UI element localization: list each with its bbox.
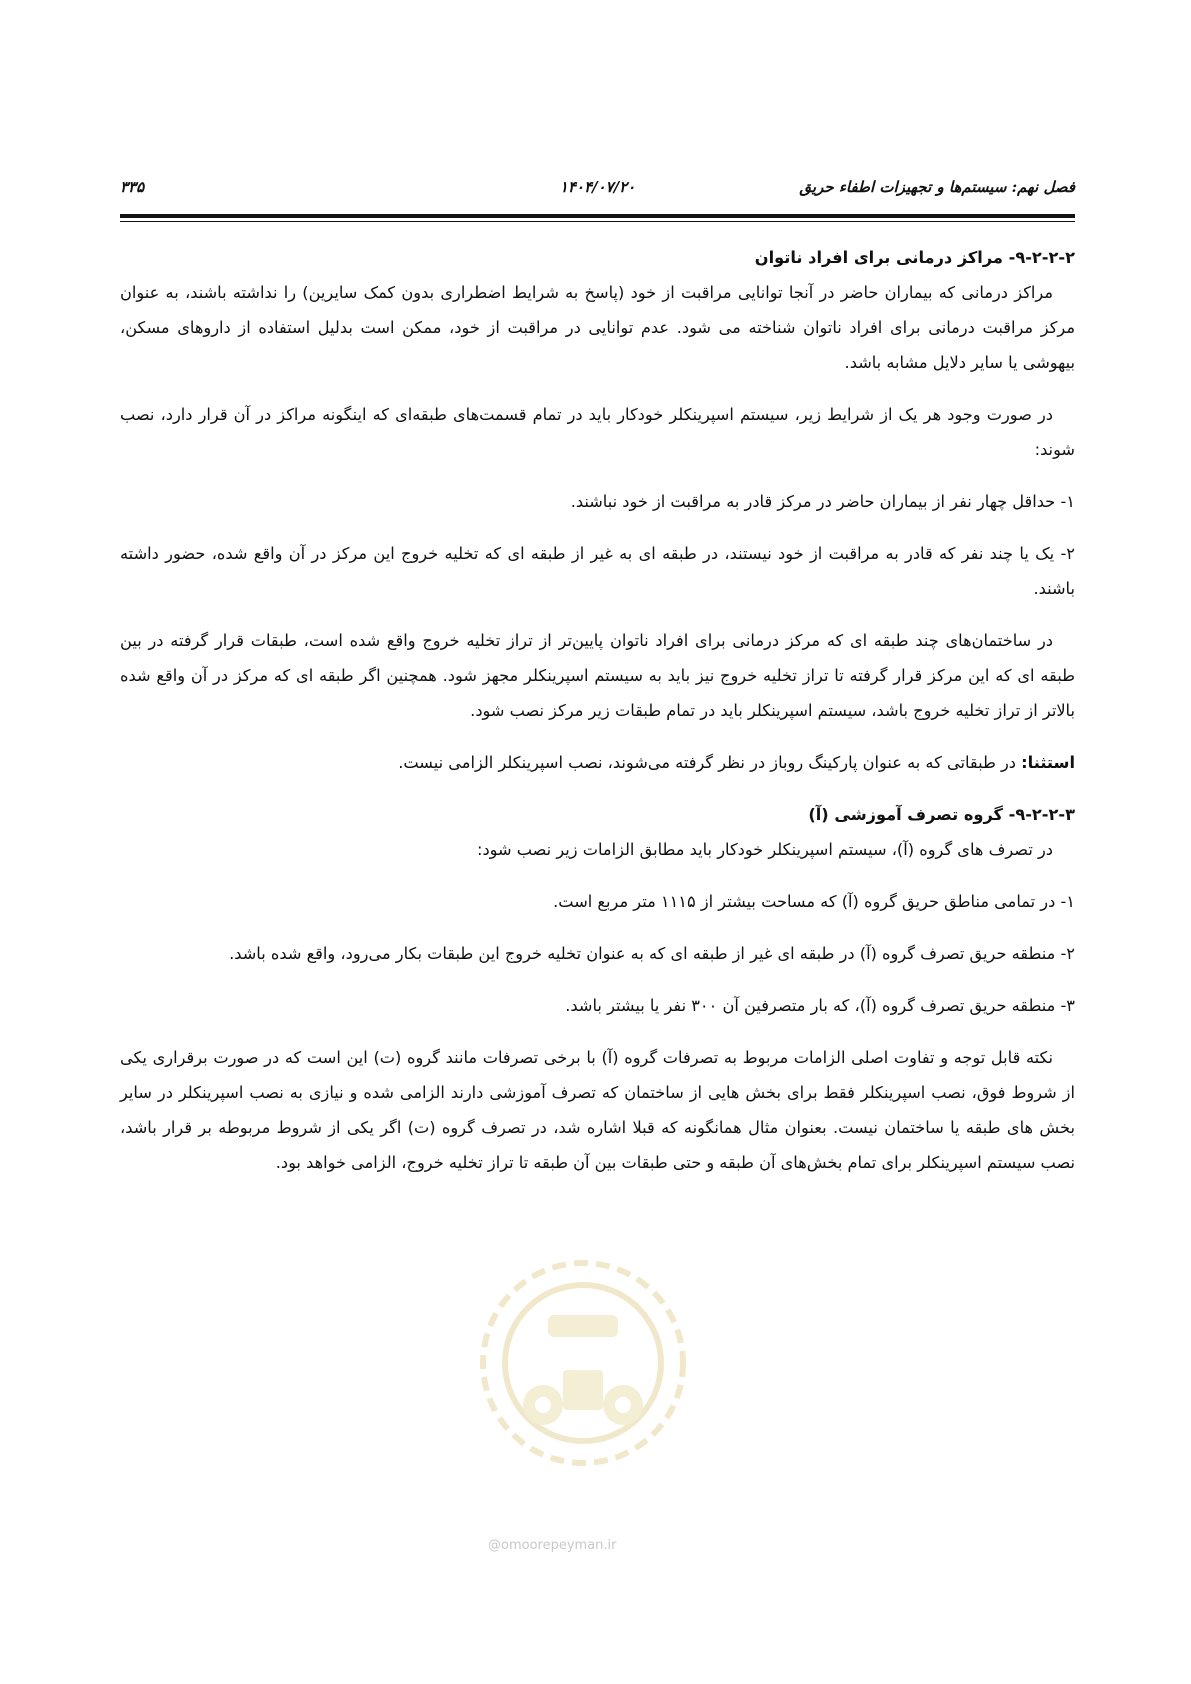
page-number: ۳۳۵	[120, 178, 145, 196]
section-heading-disabled-care: ۹-۲-۲-۲- مراکز درمانی برای افراد ناتوان	[754, 248, 1075, 267]
header-rule-thick	[120, 214, 1075, 218]
list-item: ۲- یک یا چند نفر که قادر به مراقبت از خود نیستند، در طبقه ای به غیر از طبقه ای که تخلیه خروج این مرکز در آن واقع شده، حضور داشته باشند.	[120, 544, 1075, 598]
list-item: ۱- در تمامی مناطق حریق گروه (آ) که مساحت بیشتر از ۱۱۱۵ متر مربع است.	[553, 892, 1075, 911]
list-item: ۳- منطقه حریق تصرف گروه (آ)، که بار متصرفین آن ۳۰۰ نفر یا بیشتر باشد.	[565, 996, 1075, 1015]
exception-label: استثنا:	[1021, 753, 1075, 772]
paragraph: در ساختمان‌های چند طبقه ای که مرکز درمانی برای افراد ناتوان پایین‌تر از تراز تخلیه خروج واقع شده است، طبقات قرار گرفته در بین طبقه ای که این مرکز قرار گرفته تا تراز تخلیه خروج نیز باید به سیستم اسپرینکلر مجهز شود. همچنین اگر طبقه ای که مرکز در آن واقع شده بالاتر از تراز تخلیه خروج باشد، سیستم اسپرینکلر باید در تمام طبقات زیر مرکز نصب شود.	[120, 631, 1075, 720]
paragraph: نکته قابل توجه و تفاوت اصلی الزامات مربوط به تصرفات گروه (آ) با برخی تصرفات مانند گروه (ت) این است که در صورت برقراری یکی از شروط فوق، نصب اسپرینکلر فقط برای بخش هایی از ساختمان که تصرف آموزشی دارند الزامی شده و نیازی به نصب اسپرینکلر در سایر بخش های طبقه یا ساختمان نیست. بعنوان مثال همانگونه که قبلا اشاره شد، در تصرف گروه (ت) اگر یکی از شروط مربوطه بر قرار باشد، نصب سیستم اسپرینکلر برای تمام بخش‌های آن طبقه و حتی طبقات بین آن طبقه تا تراز تخلیه خروج، الزامی خواهد بود.	[120, 1048, 1075, 1172]
header-date: ۱۴۰۴/۰۷/۲۰	[559, 178, 636, 196]
paragraph: در تصرف های گروه (آ)، سیستم اسپرینکلر خودکار باید مطابق الزامات زیر نصب شود:	[477, 840, 1053, 859]
list-item: ۲- منطقه حریق تصرف گروه (آ) در طبقه ای غیر از طبقه ای که به عنوان تخلیه خروج این طبقات بکار می‌رود، واقع شده باشد.	[229, 944, 1075, 963]
paragraph: در صورت وجود هر یک از شرایط زیر، سیستم اسپرینکلر خودکار باید در تمام قسمت‌های طبقه‌ای که اینگونه مراکز در آن قرار دارد، نصب شوند:	[120, 405, 1075, 459]
section-heading-educational: ۹-۲-۲-۳- گروه تصرف آموزشی (آ)	[808, 805, 1075, 824]
header-rule-thin	[120, 221, 1075, 222]
list-item: ۱- حداقل چهار نفر از بیماران حاضر در مرکز قادر به مراقبت از خود نباشند.	[570, 492, 1075, 511]
exception-text: در طبقاتی که به عنوان پارکینگ روباز در نظر گرفته می‌شوند، نصب اسپرینکلر الزامی نیست.	[398, 753, 1022, 772]
document-body	[120, 240, 1075, 1180]
exception-note	[120, 745, 1075, 780]
paragraph: مراکز درمانی که بیماران حاضر در آنجا توانایی مراقبت از خود (پاسخ به شرایط اضطراری بدون کمک سایرین) را نداشته باشند، به عنوان مرکز مراقبت درمانی برای افراد ناتوان شناخته می شود. عدم توانایی در مراقبت از خود، ممکن است بدلیل استفاده از داروهای مسکن، بیهوشی یا سایر دلایل مشابه باشد.	[120, 283, 1075, 372]
watermark-site: @omoorepeyman.ir	[488, 1538, 617, 1553]
chapter-title: فصل نهم: سیستم‌ها و تجهیزات اطفاء حریق	[799, 178, 1075, 196]
page-header	[120, 178, 1075, 204]
watermark-seal	[468, 1245, 698, 1480]
